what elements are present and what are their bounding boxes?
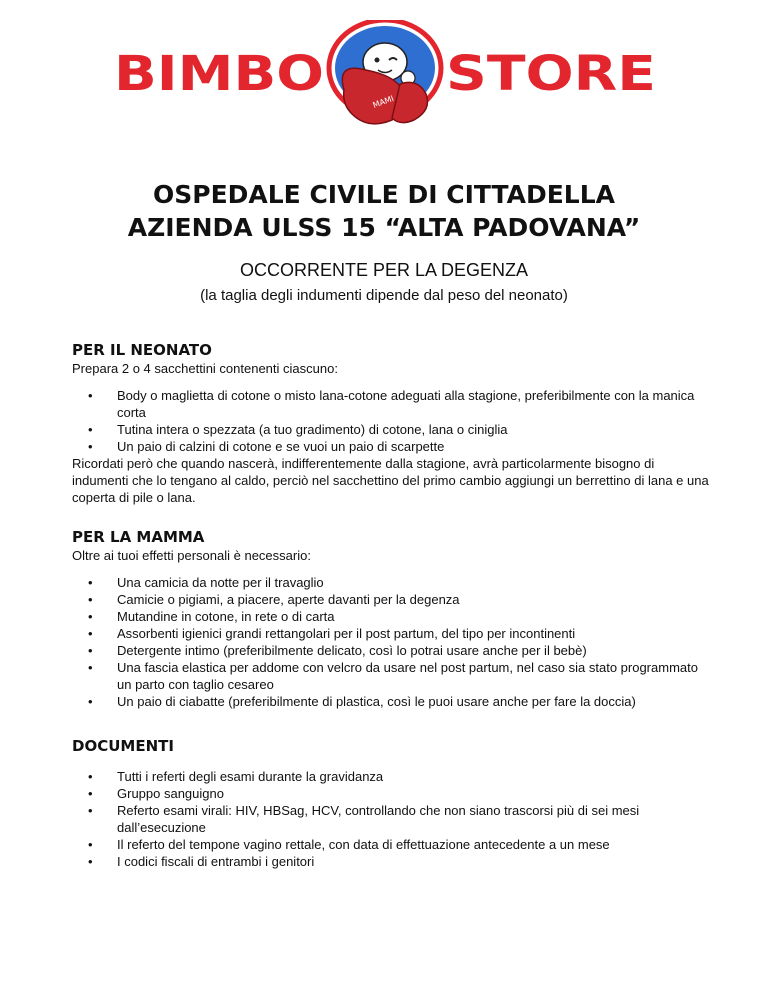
newborn-list — [72, 387, 712, 455]
section-mother — [72, 528, 712, 710]
health-authority-name: AZIENDA ULSS 15 “ALTA PADOVANA” — [127, 213, 641, 242]
list-item: • Referto esami virali: HIV, HBSag, HCV, controllando che non siano trascorsi più di sei mesi dall’esecuzione — [72, 802, 712, 836]
hospital-name: OSPEDALE CIVILE DI CITTADELLA — [152, 180, 615, 209]
baby-mascot-icon — [329, 20, 441, 124]
list-item: • Tutti i referti degli esami durante la gravidanza — [72, 768, 712, 785]
list-item: • Il referto del tempone vagino rettale, con data di effettuazione antecedente a un mese — [72, 836, 712, 853]
section-intro: Oltre ai tuoi effetti personali è necessario: — [72, 548, 311, 563]
list-item: • Tutina intera o spezzata (a tuo gradimento) di cotone, lana o ciniglia — [72, 421, 712, 438]
documents-list — [72, 768, 712, 870]
mother-list — [72, 574, 712, 710]
list-item: • I codici fiscali di entrambi i genitori — [72, 853, 712, 870]
mascot-tag: MAMI — [371, 94, 396, 110]
logo-word-store: STORE — [446, 46, 656, 102]
list-item: • Mutandine in cotone, in rete o di carta — [72, 608, 712, 625]
section-heading: PER IL NEONATO — [72, 341, 212, 359]
section-heading: PER LA MAMMA — [72, 528, 205, 546]
document-subtitle: OCCORRENTE PER LA DEGENZA — [239, 260, 529, 280]
list-item: • Body o maglietta di cotone o misto lana-cotone adeguati alla stagione, preferibilmente con la manica corta — [72, 387, 712, 421]
list-item: • Gruppo sanguigno — [72, 785, 712, 802]
list-item: • Un paio di ciabatte (preferibilmente di plastica, così le puoi usare anche per fare la doccia) — [72, 693, 712, 710]
logo-word-bimbo: BIMBO — [114, 46, 324, 102]
list-item: • Detergente intimo (preferibilmente delicato, così lo potrai usare anche per il bebè) — [72, 642, 712, 659]
list-item: • Una fascia elastica per addome con velcro da usare nel post partum, nel caso sia stato programmato un parto con taglio cesareo — [72, 659, 712, 693]
list-item: • Assorbenti igienici grandi rettangolari per il post partum, del tipo per incontinenti — [72, 625, 712, 642]
size-note: (la taglia degli indumenti dipende dal peso del neonato) — [200, 287, 568, 304]
section-outro: Ricordati però che quando nascerà, indifferentemente dalla stagione, avrà particolarmente bisogno di indumenti che lo tengano al caldo, perciò nel sacchettino del primo cambio aggiungi un berrettino di lana e una coperta di pile o lana. — [72, 456, 709, 505]
list-item: • Camicie o pigiami, a piacere, aperte davanti per la degenza — [72, 591, 712, 608]
list-item: • Una camicia da notte per il travaglio — [72, 574, 712, 591]
section-heading: DOCUMENTI — [72, 737, 174, 755]
section-intro: Prepara 2 o 4 sacchettini contenenti ciascuno: — [72, 361, 338, 376]
bimbo-store-logo — [108, 20, 660, 130]
list-item: • Un paio di calzini di cotone e se vuoi un paio di scarpette — [72, 438, 712, 455]
section-newborn — [72, 341, 712, 506]
section-documents — [72, 737, 712, 870]
